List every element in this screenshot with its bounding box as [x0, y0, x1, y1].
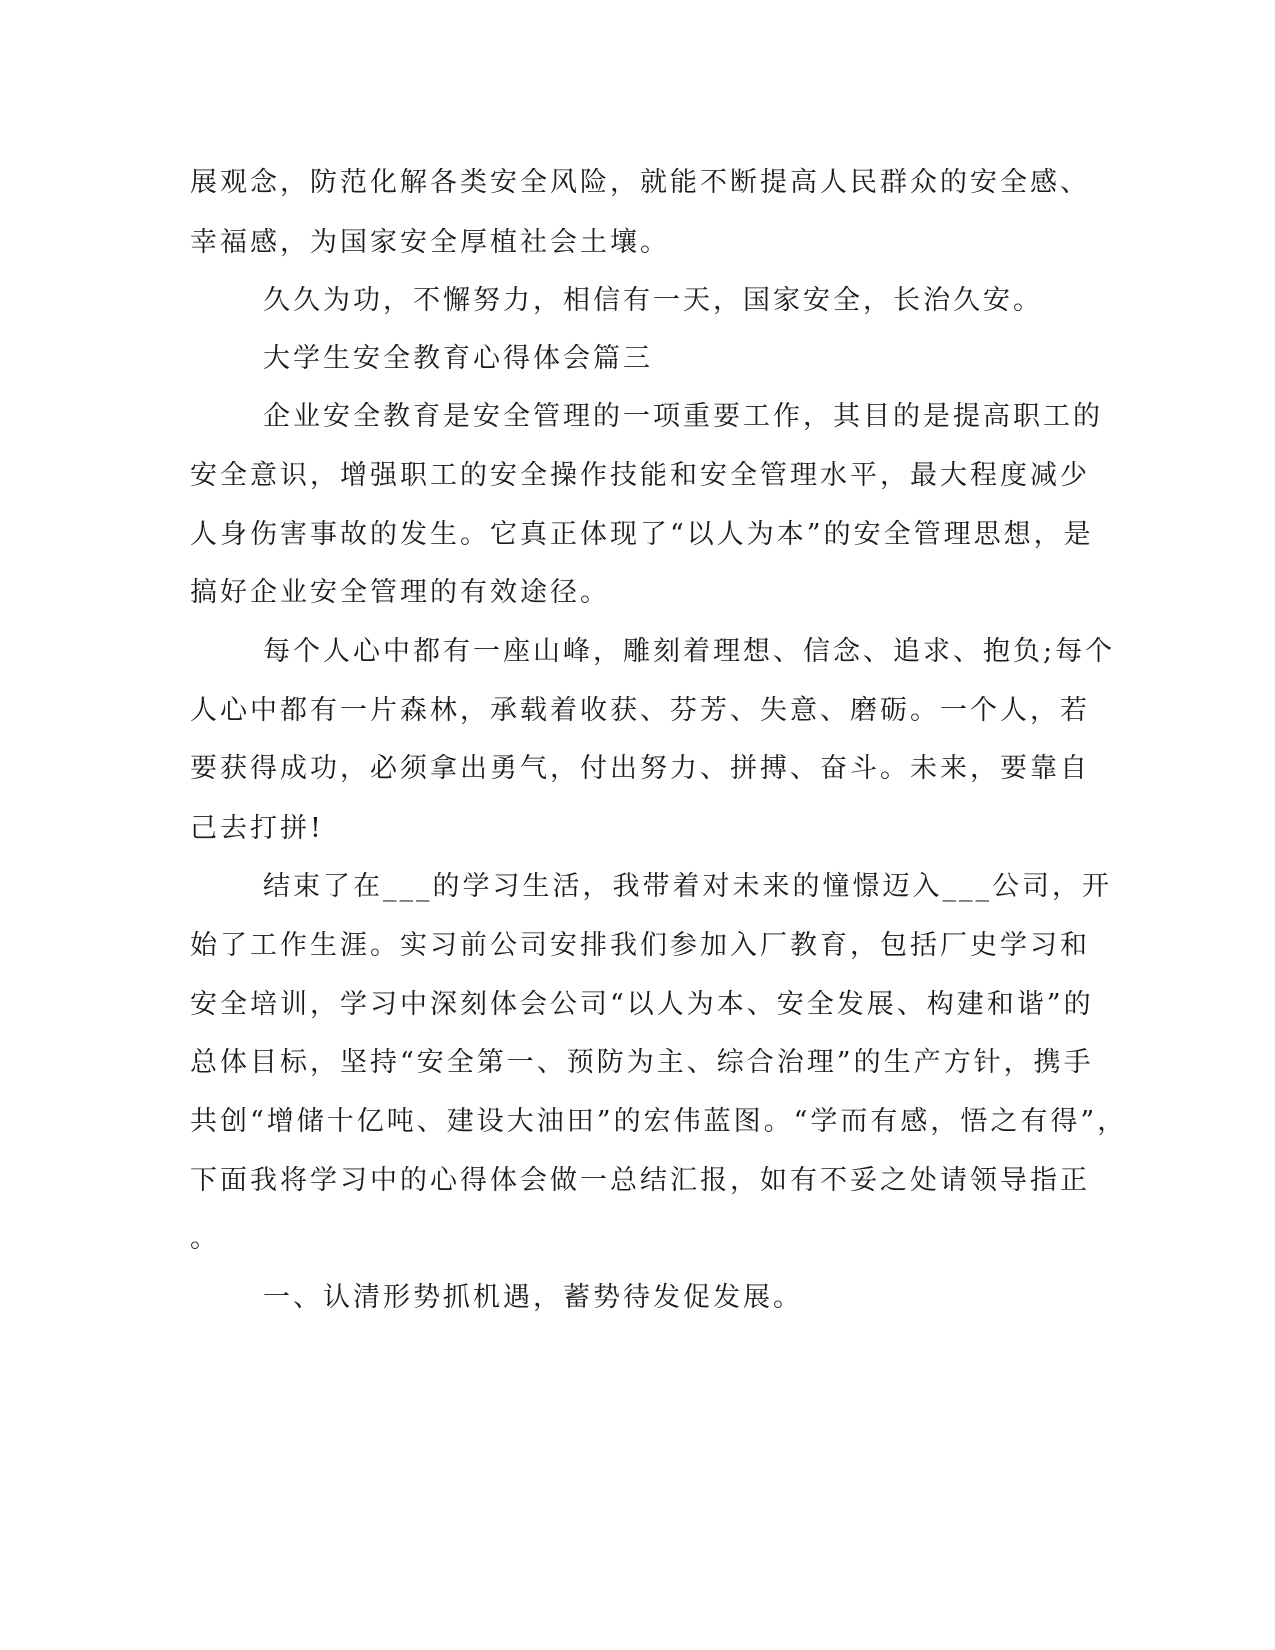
paragraph-line: 久久为功，不懈努力，相信有一天，国家安全，长治久安。 [263, 285, 1043, 316]
paragraph-line: 。 [190, 1223, 220, 1254]
paragraph-line: 下面我将学习中的心得体会做一总结汇报，如有不妥之处请领导指正 [190, 1165, 1090, 1196]
paragraph-line: 企业安全教育是安全管理的一项重要工作，其目的是提高职工的 [263, 401, 1103, 432]
paragraph-line: 结束了在___的学习生活，我带着对未来的憧憬迈入___公司，开 [263, 871, 1112, 902]
paragraph-line: 人身伤害事故的发生。它真正体现了“以人为本”的安全管理思想，是 [190, 519, 1094, 550]
paragraph-line: 己去打拼! [190, 813, 324, 844]
paragraph-line: 人心中都有一片森林，承载着收获、芬芳、失意、磨砺。一个人，若 [190, 695, 1090, 726]
paragraph-line: 展观念，防范化解各类安全风险，就能不断提高人民群众的安全感、 [190, 167, 1090, 198]
section-heading: 大学生安全教育心得体会篇三 [263, 343, 653, 374]
paragraph-line: 要获得成功，必须拿出勇气，付出努力、拼搏、奋斗。未来，要靠自 [190, 753, 1090, 784]
paragraph-line: 始了工作生涯。实习前公司安排我们参加入厂教育，包括厂史学习和 [190, 930, 1090, 961]
paragraph-line: 幸福感，为国家安全厚植社会土壤。 [190, 227, 670, 258]
paragraph-line: 安全培训，学习中深刻体会公司“以人为本、安全发展、构建和谐”的 [190, 989, 1094, 1020]
paragraph-line: 安全意识，增强职工的安全操作技能和安全管理水平，最大程度减少 [190, 460, 1090, 491]
paragraph-line: 搞好企业安全管理的有效途径。 [190, 577, 610, 608]
paragraph-line: 总体目标，坚持“安全第一、预防为主、综合治理”的生产方针，携手 [190, 1047, 1094, 1078]
paragraph-line: 共创“增储十亿吨、建设大油田”的宏伟蓝图。“学而有感，悟之有得”， [190, 1106, 1128, 1137]
paragraph-line: 每个人心中都有一座山峰，雕刻着理想、信念、追求、抱负;每个 [263, 636, 1116, 667]
section-heading: 一、认清形势抓机遇，蓄势待发促发展。 [263, 1282, 803, 1313]
